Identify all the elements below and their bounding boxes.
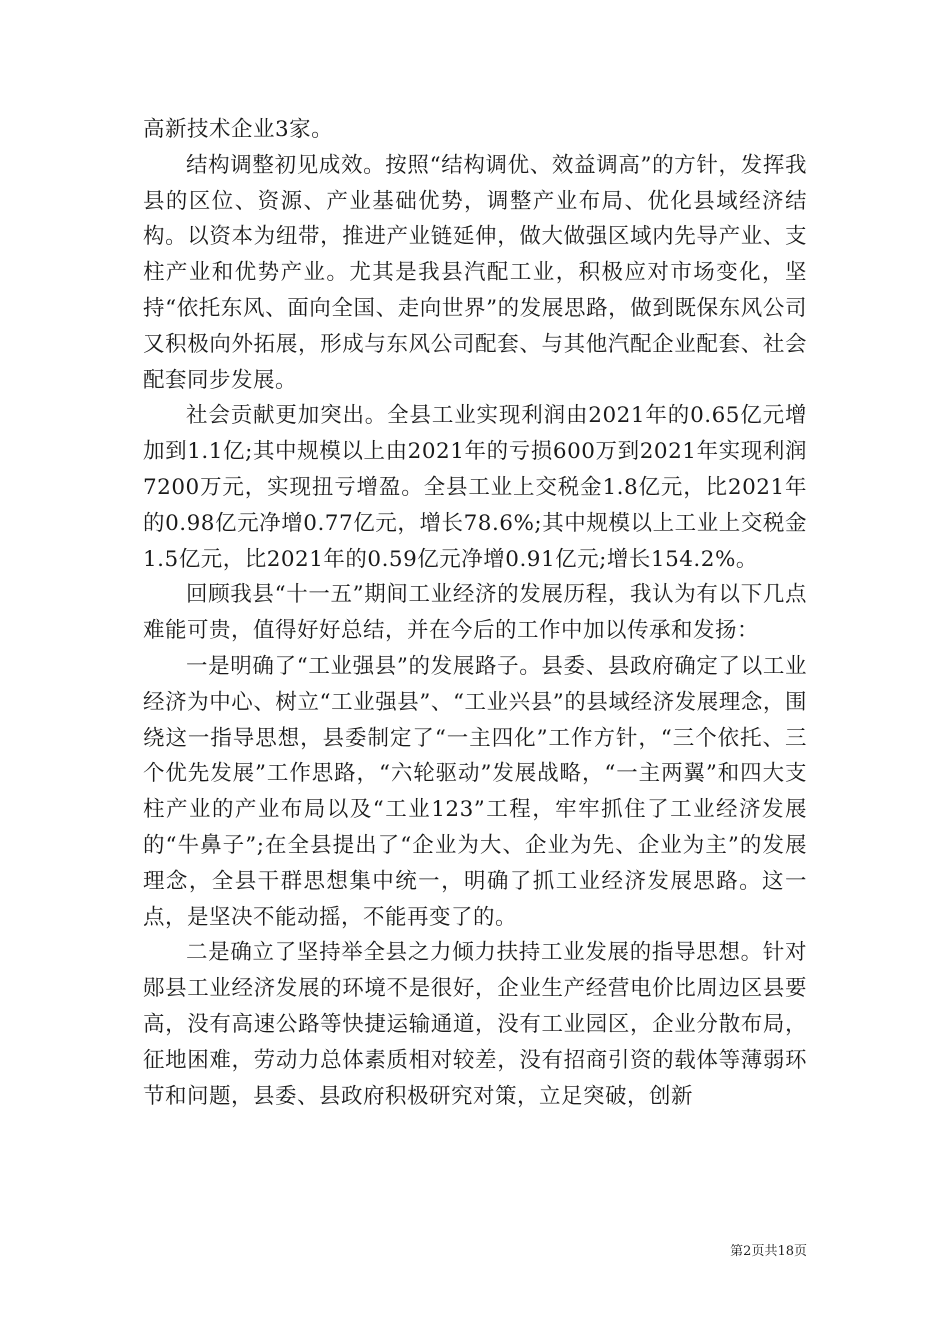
paragraph-2: 社会贡献更加突出。全县工业实现利润由2021年的0.65亿元增加到1.1亿;其中规模以上由2021年的亏损600万到2021年实现利润7200万元，实现扭亏增盈。全县工业上交税金1.8亿元，比2021年的0.98亿元净增0.77亿元，增长78.6%;其中规模以上工业上交税金1.5亿元，比2021年的0.59亿元净增0.91亿元;增长154.2%。	[143, 403, 807, 572]
paragraph-1: 结构调整初见成效。按照“结构调优、效益调高”的方针，发挥我县的区位、资源、产业基础优势，调整产业布局、优化县域经济结构。以资本为纽带，推进产业链延伸，做大做强区域内先导产业、支柱产业和优势产业。尤其是我县汽配工业，积极应对市场变化，坚持“依托东风、面向全国、走向世界”的发展思路，做到既保东风公司又积极向外拓展，形成与东风公司配套、与其他汽配企业配套、社会配套同步发展。	[143, 152, 807, 393]
paragraph-4: 一是明确了“工业强县”的发展路子。县委、县政府确定了以工业经济为中心、树立“工业强县”、“工业兴县”的县域经济发展理念，围绕这一指导思想，县委制定了“一主四化”工作方针，“三个依托、三个优先发展”工作思路，“六轮驱动”发展战略，“一主两翼”和四大支柱产业的产业布局以及“工业123”工程，牢牢抓住了工业经济发展的“牛鼻子”;在全县提出了“企业为大、企业为先、企业为主”的发展理念，全县干群思想集中统一，明确了抓工业经济发展思路。这一点，是坚决不能动摇，不能再变了的。	[143, 653, 807, 930]
paragraph-3: 回顾我县“十一五”期间工业经济的发展历程，我认为有以下几点难能可贵，值得好好总结，并在今后的工作中加以传承和发扬：	[143, 582, 807, 644]
document-body	[143, 112, 807, 1114]
paragraph-0: 高新技术企业3家。	[143, 117, 334, 142]
paragraph-5: 二是确立了坚持举全县之力倾力扶持工业发展的指导思想。针对郧县工业经济发展的环境不是很好，企业生产经营电价比周边区县要高，没有高速公路等快捷运输通道，没有工业园区，企业分散布局，征地困难，劳动力总体素质相对较差，没有招商引资的载体等薄弱环节和问题，县委、县政府积极研究对策，立足突破，创新	[143, 940, 807, 1109]
page-number-footer: 第2页共18页	[730, 1244, 807, 1259]
